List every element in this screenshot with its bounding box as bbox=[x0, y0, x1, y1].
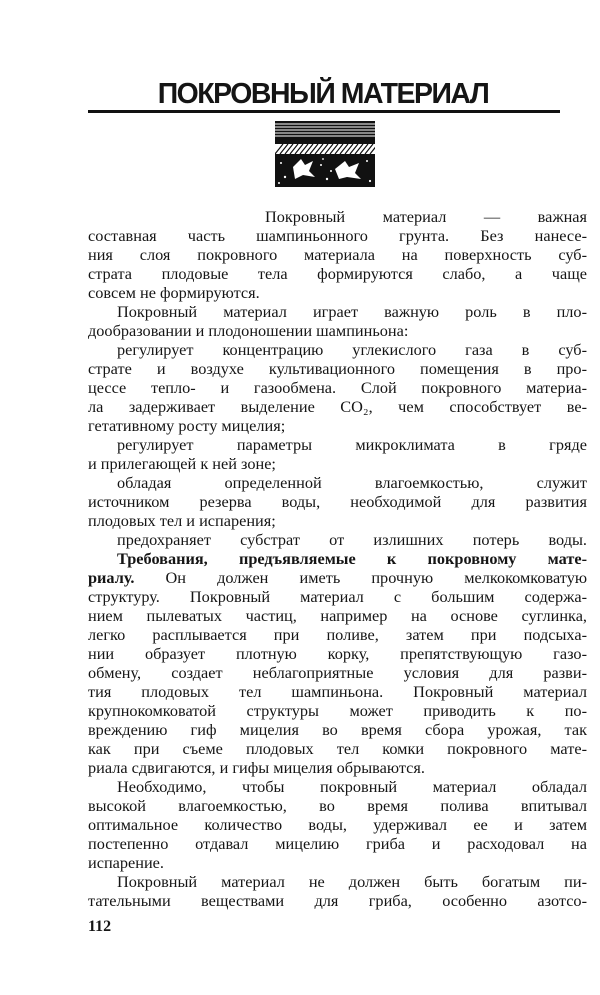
text-line: оптимальное количество воды, удерживал ее и затем bbox=[88, 815, 587, 834]
text-line: тия плодовых тел шампиньона. Покровный материал bbox=[88, 682, 587, 701]
text-line: составная часть шампиньонного грунта. Без нанесе- bbox=[88, 226, 587, 245]
text-line: нии образует плотную корку, препятствующую газо- bbox=[88, 644, 587, 663]
text-line: испарение. bbox=[88, 853, 164, 872]
text-line: обмену, создает неблагоприятные условия для разви- bbox=[88, 663, 587, 682]
text-line: как при съеме плодовых тел комки покровного мате- bbox=[88, 739, 587, 758]
text-line bbox=[88, 568, 587, 587]
title-rule bbox=[88, 110, 560, 113]
text-line: риала сдвигаются, и гифы мицелия обрываются. bbox=[88, 758, 425, 777]
text-line: цессе тепло- и газообмена. Слой покровного материа- bbox=[88, 378, 587, 397]
casing-layer-illustration bbox=[275, 121, 375, 187]
text-line: обладая определенной влагоемкостью, служит bbox=[117, 473, 587, 492]
text-line: дообразовании и плодоношении шампиньона: bbox=[88, 321, 409, 340]
text-line: страте и воздухе культивационного помещения в про- bbox=[88, 359, 587, 378]
text-line: плодовых тел и испарения; bbox=[88, 511, 276, 530]
text-line: Необходимо, чтобы покровный материал обладал bbox=[117, 777, 587, 796]
text-line: страта плодовые тела формируются слабо, а чаще bbox=[88, 264, 587, 283]
bold-heading-end: риалу. bbox=[88, 568, 135, 587]
text-line: тательными веществами для гриба, особенно азотсо- bbox=[88, 891, 587, 910]
text-line: ла задерживает выделение CO₂, чем способствует ве- bbox=[88, 397, 587, 416]
text-line: легко расплывается при поливе, затем при подсыха- bbox=[88, 625, 587, 644]
text-line: регулирует концентрацию углекислого газа в суб- bbox=[117, 340, 587, 359]
text-line: и прилегающей к ней зоне; bbox=[88, 454, 276, 473]
text-fragment: Он должен иметь прочную мелкокомковатую bbox=[165, 568, 588, 587]
bold-heading-line: Требования, предъявляемые к покровному мате- bbox=[117, 549, 587, 568]
text-line: совсем не формируются. bbox=[88, 283, 260, 302]
text-line: гетативному росту мицелия; bbox=[88, 416, 286, 435]
text-line: регулирует параметры микроклимата в гряде bbox=[117, 435, 587, 454]
text-line: ния слоя покровного материала на поверхность суб- bbox=[88, 245, 587, 264]
text-line: Покровный материал играет важную роль в пло- bbox=[117, 302, 587, 321]
text-line: высокой влагоемкостью, во время полива впитывал bbox=[88, 796, 587, 815]
text-line: крупнокомковатой структуры может приводить к по- bbox=[88, 701, 587, 720]
page-number: 112 bbox=[88, 918, 112, 935]
text-line: источником резерва воды, необходимой для развития bbox=[88, 492, 587, 511]
text-line: постепенно отдавал мицелию гриба и расходовал на bbox=[88, 834, 587, 853]
text-line: предохраняет субстрат от излишних потерь воды. bbox=[117, 530, 587, 549]
text-line: Покровный материал не должен быть богатым пи- bbox=[117, 872, 587, 891]
text-line: Покровный материал — важная bbox=[265, 207, 587, 226]
text-line: нием пылеватых частиц, например на основе суглинка, bbox=[88, 606, 587, 625]
text-line: вреждению гиф мицелия во время сбора урожая, так bbox=[88, 720, 587, 739]
text-line: структуру. Покровный материал с большим содержа- bbox=[88, 587, 587, 606]
chapter-title: ПОКРОВНЫЙ МАТЕРИАЛ bbox=[157, 78, 489, 110]
body-text bbox=[88, 207, 587, 910]
